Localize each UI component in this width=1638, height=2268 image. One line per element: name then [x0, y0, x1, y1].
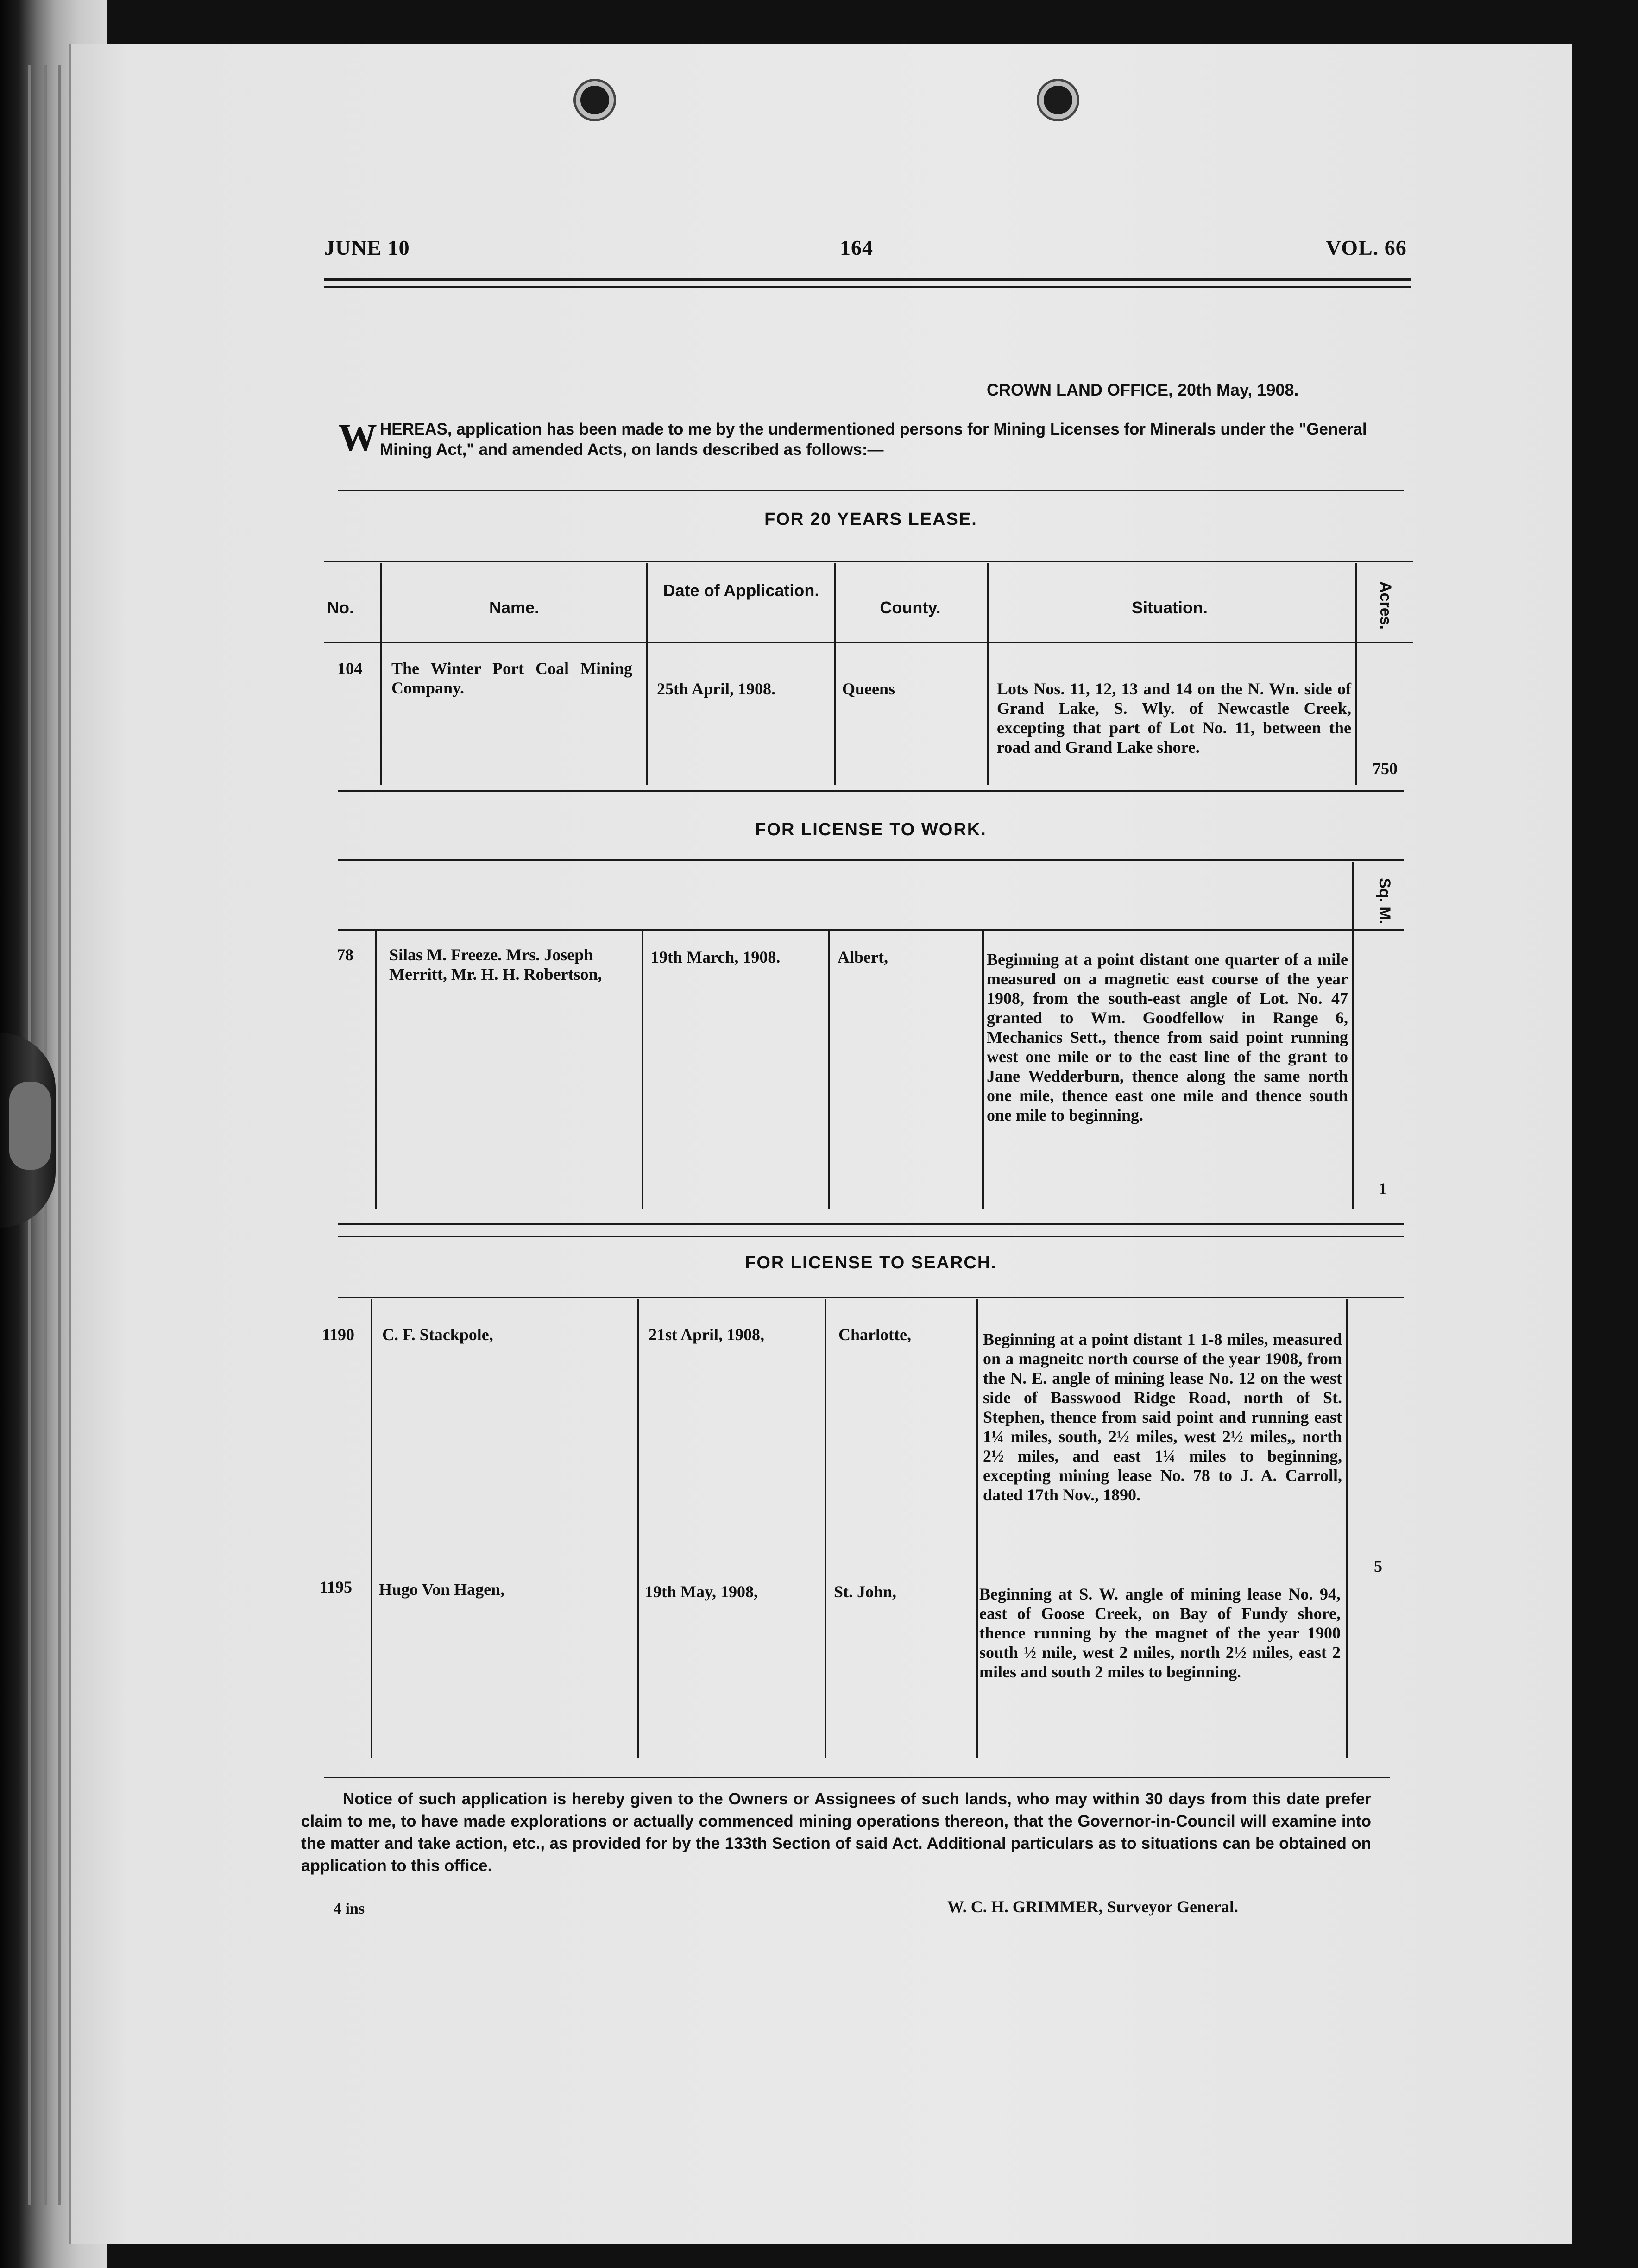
lease-row-no: 104 — [337, 659, 362, 678]
col-header-situation: Situation. — [1132, 598, 1208, 617]
table-rule — [338, 929, 1404, 931]
table-rule — [338, 859, 1404, 861]
header-rule-bottom — [324, 286, 1411, 288]
col-header-no: No. — [327, 598, 354, 617]
search-row-1-county: Charlotte, — [838, 1325, 911, 1344]
document-page — [69, 44, 1572, 2244]
lease-row-situation: Lots Nos. 11, 12, 13 and 14 on the N. Wn. side of Grand Lake, S. Wly. of Newcastle Creek, excepting that part of Lot No. 11, between the road and Grand Lake shore. — [997, 680, 1351, 756]
col-header-sq-m: Sq. M. — [1376, 878, 1393, 925]
page-number: 164 — [840, 236, 873, 259]
column-divider — [982, 931, 984, 1209]
table-rule — [338, 1297, 1404, 1298]
col-header-county: County. — [880, 598, 941, 617]
table-rule — [324, 642, 1413, 643]
lease-row-name: The Winter Port Coal Mining Company. — [391, 659, 632, 697]
column-divider — [646, 563, 648, 785]
header-rule-top — [324, 278, 1411, 281]
work-row-date: 19th March, 1908. — [651, 948, 781, 966]
office-date-line: CROWN LAND OFFICE, 20th May, 1908. — [987, 380, 1299, 399]
column-divider — [825, 1299, 826, 1758]
search-row-2-name: Hugo Von Hagen, — [379, 1580, 505, 1599]
work-row-name: Silas M. Freeze. Mrs. Joseph Merritt, Mr. H. H. Robertson, — [389, 945, 602, 983]
work-row-sq-m: 1 — [1379, 1179, 1387, 1198]
search-row-2-no: 1195 — [319, 1578, 352, 1596]
column-divider — [1355, 563, 1357, 785]
intro-text: HEREAS, application has been made to me by the undermentioned persons for Mining Licenses for Minerals under the "General Mining Act," and amended Acts, on lands described as follows:— — [380, 420, 1367, 459]
volume-number: VOL. 66 — [1326, 236, 1407, 259]
section-rule — [338, 1223, 1404, 1225]
column-divider — [375, 931, 377, 1209]
rule — [338, 490, 1404, 491]
col-header-date: Date of Application. — [663, 581, 819, 600]
section-title-work: FOR LICENSE TO WORK. — [755, 820, 987, 839]
column-divider — [987, 563, 989, 785]
table-rule — [324, 561, 1413, 562]
col-header-acres: Acres. — [1377, 581, 1394, 630]
column-divider — [1346, 1299, 1348, 1758]
search-row-1-no: 1190 — [321, 1325, 354, 1344]
lease-row-date: 25th April, 1908. — [657, 680, 776, 698]
signature: W. C. H. GRIMMER, Surveyor General. — [947, 1897, 1238, 1916]
search-row-2-county: St. John, — [834, 1582, 897, 1601]
work-row-situation: Beginning at a point distant one quarter of a mile measured on a magnetic east course of the year 1908, from the south-east angle of Lot. No. 47 granted to Wm. Goodfellow in Range 6, Mechanics Sett., thence from said point running west one mile or to the east line of the grant to Jane Wedderburn, thence along the same north one mile, thence east one mile and thence south one mile to beginning. — [987, 950, 1348, 1124]
column-divider — [380, 563, 382, 785]
page-edge-line — [58, 65, 61, 2205]
dropcap-letter: W — [338, 416, 377, 459]
insertions-count: 4 ins — [334, 1900, 365, 1917]
search-row-2-situation: Beginning at S. W. angle of mining lease No. 94, east of Goose Creek, on Bay of Fundy shore, thence running by the magnet of the year 1900 south ½ mile, west 2 miles, north 2½ miles, east 2 miles and south 2 miles to beginning. — [979, 1585, 1341, 1681]
intro-paragraph — [338, 416, 1413, 460]
lease-row-county: Queens — [842, 680, 895, 698]
column-divider — [834, 563, 836, 785]
binder-tab-ring — [9, 1082, 51, 1170]
search-row-1-name: C. F. Stackpole, — [382, 1325, 493, 1344]
column-divider — [976, 1299, 978, 1758]
section-title-lease: FOR 20 YEARS LEASE. — [764, 510, 977, 529]
punch-hole-left — [576, 81, 614, 119]
column-divider — [1352, 862, 1354, 1209]
punch-hole-right — [1039, 81, 1077, 119]
section-rule — [338, 790, 1404, 792]
lease-row-acres: 750 — [1373, 759, 1398, 778]
header-date: JUNE 10 — [324, 236, 410, 259]
search-row-1-sq-m: 5 — [1374, 1557, 1382, 1575]
section-rule — [338, 1236, 1404, 1237]
work-row-no: 78 — [337, 945, 353, 964]
work-row-county: Albert, — [838, 948, 888, 966]
column-divider — [642, 931, 643, 1209]
search-row-2-date: 19th May, 1908, — [645, 1582, 758, 1601]
table-rule-bottom — [324, 1777, 1390, 1778]
section-title-search: FOR LICENSE TO SEARCH. — [745, 1253, 997, 1273]
col-header-name: Name. — [489, 598, 540, 617]
column-divider — [828, 931, 830, 1209]
column-divider — [371, 1299, 372, 1758]
notice-paragraph: Notice of such application is hereby given to the Owners or Assignees of such lands, who may within 30 days from this date prefer claim to me, to have made explorations or actually commenced mining operations thereon, that the Governor-in-Council will examine into the matter and take action, etc., as provided for by the 133th Section of said Act. Additional particulars as to situations can be obtained on application to this office. — [301, 1790, 1371, 1875]
search-row-1-situation: Beginning at a point distant 1 1-8 miles, measured on a magneitc north course of the year 1908, from the N. E. angle of mining lease No. 12 on the west side of Basswood Ridge Road, north of St. Stephen, thence from said point and running east 1¼ miles, south, 2½ miles, west 2½ miles,, north 2½ miles, and east 1¼ miles to beginning, excepting mining lease No. 78 to J. A. Carroll, dated 17th Nov., 1890. — [983, 1330, 1342, 1504]
column-divider — [637, 1299, 639, 1758]
search-row-1-date: 21st April, 1908, — [649, 1325, 765, 1344]
